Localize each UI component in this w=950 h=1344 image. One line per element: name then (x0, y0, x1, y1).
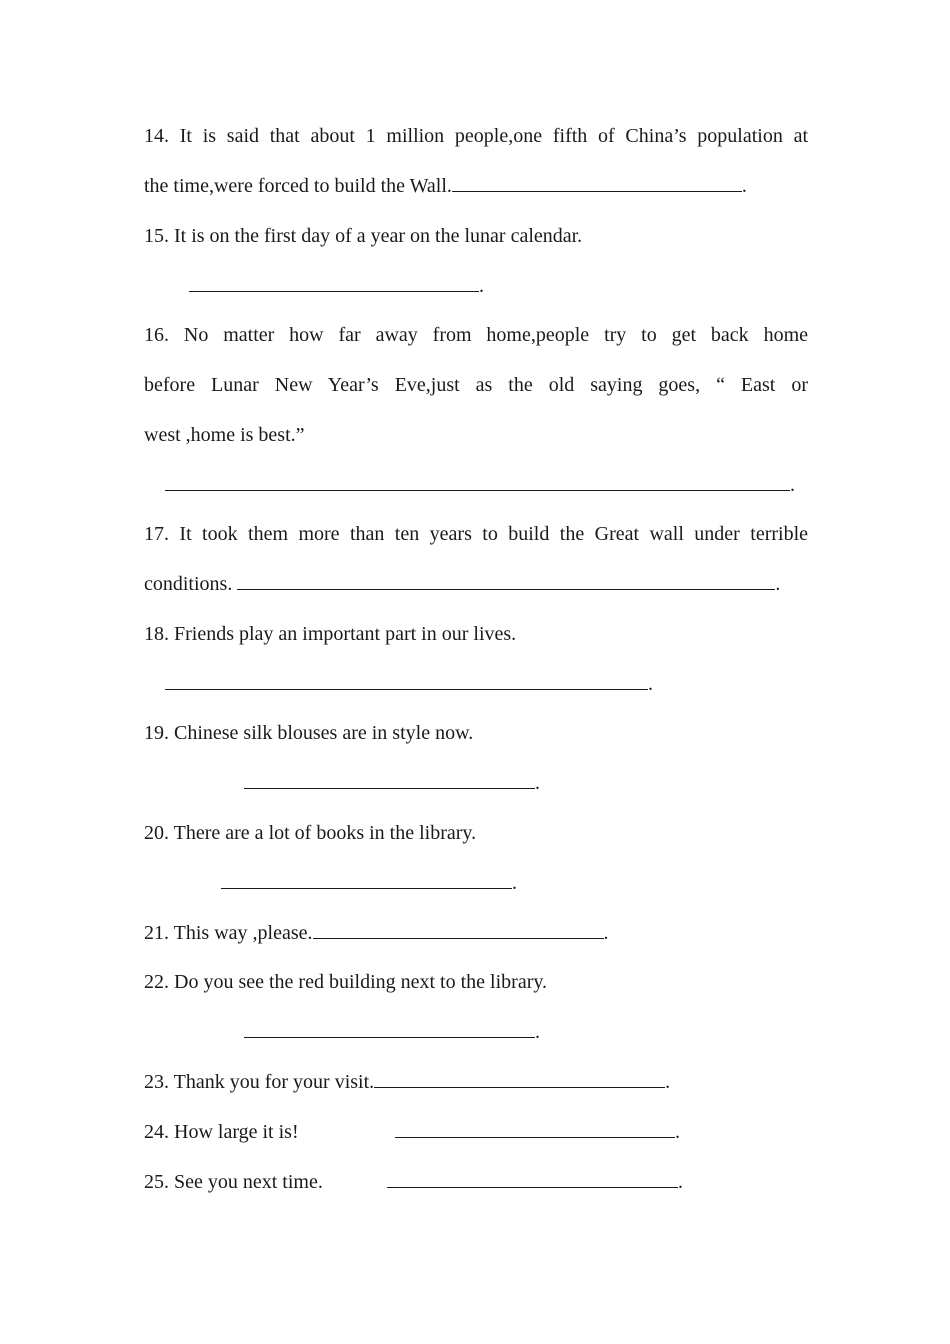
question-number: 21. (144, 922, 169, 944)
answer-line-18: . (165, 671, 829, 697)
question-number: 25. (144, 1171, 169, 1193)
question-16-line-2 (144, 372, 808, 398)
question-number: 18. (144, 623, 169, 645)
question-text: There are a lot of books in the library. (173, 822, 477, 844)
question-number: 19. (144, 722, 169, 744)
question-text: the time,were forced to build the Wall. (144, 175, 452, 197)
question-text: How large it is! (174, 1121, 299, 1143)
question-text: No matter how far away from home,people try to get back home (183, 324, 808, 346)
answer-line-24: . (395, 1119, 950, 1145)
question-17-line-2: conditions. . (144, 573, 781, 595)
question-14-line-2: the time,were forced to build the Wall. . (144, 175, 747, 197)
answer-blank-14[interactable] (452, 173, 742, 192)
question-number: 15. (144, 225, 169, 247)
answer-line-22: . (244, 1019, 908, 1045)
question-number: 20. (144, 822, 169, 844)
answer-line-25: . (387, 1169, 950, 1195)
question-text: Do you see the red building next to the library. (174, 971, 548, 993)
question-text: This way ,please. (173, 922, 313, 944)
question-14-line-1 (144, 123, 808, 149)
question-text: conditions. (144, 573, 233, 595)
question-number: 22. (144, 971, 169, 993)
question-text: west ,home is best.” (144, 424, 305, 446)
answer-line-20: . (221, 870, 885, 896)
question-text: Chinese silk blouses are in style now. (174, 722, 474, 744)
question-19 (144, 720, 808, 746)
question-text: Friends play an important part in our lives. (174, 623, 517, 645)
question-number: 16. (144, 324, 169, 346)
answer-blank-18[interactable] (165, 671, 648, 690)
question-text: Thank you for your visit. (173, 1071, 375, 1093)
answer-line-16: . (165, 472, 829, 498)
question-text: It is said that about 1 million people,one fifth of China’s population at (179, 125, 809, 147)
answer-blank-17[interactable] (237, 571, 775, 590)
answer-blank-25[interactable] (387, 1169, 678, 1188)
answer-blank-24[interactable] (395, 1119, 675, 1138)
answer-blank-16[interactable] (165, 472, 790, 491)
question-18 (144, 621, 808, 647)
question-23: 23. Thank you for your visit. . (144, 1071, 671, 1093)
question-17-line-1 (144, 521, 808, 547)
question-text: See you next time. (174, 1171, 323, 1193)
question-number: 14. (144, 125, 169, 147)
question-number: 24. (144, 1121, 169, 1143)
answer-blank-22[interactable] (244, 1019, 535, 1038)
answer-line-19: . (244, 770, 908, 796)
answer-blank-20[interactable] (221, 870, 512, 889)
question-text: before Lunar New Year’s Eve,just as the old saying goes, “ East or (144, 374, 808, 396)
answer-blank-23[interactable] (374, 1069, 665, 1088)
question-number: 23. (144, 1071, 169, 1093)
question-20 (144, 820, 808, 846)
question-22 (144, 969, 808, 995)
question-text: It is on the first day of a year on the lunar calendar. (174, 225, 583, 247)
answer-line-15: . (189, 273, 853, 299)
question-number: 17. (144, 523, 169, 545)
question-21: 21. This way ,please. . (144, 922, 609, 944)
question-15 (144, 223, 808, 249)
question-16-line-1 (144, 322, 808, 348)
answer-blank-21[interactable] (313, 920, 604, 939)
answer-blank-15[interactable] (189, 273, 479, 292)
question-16-line-3 (144, 422, 808, 448)
question-text: It took them more than ten years to build the Great wall under terrible (179, 523, 809, 545)
answer-blank-19[interactable] (244, 770, 535, 789)
